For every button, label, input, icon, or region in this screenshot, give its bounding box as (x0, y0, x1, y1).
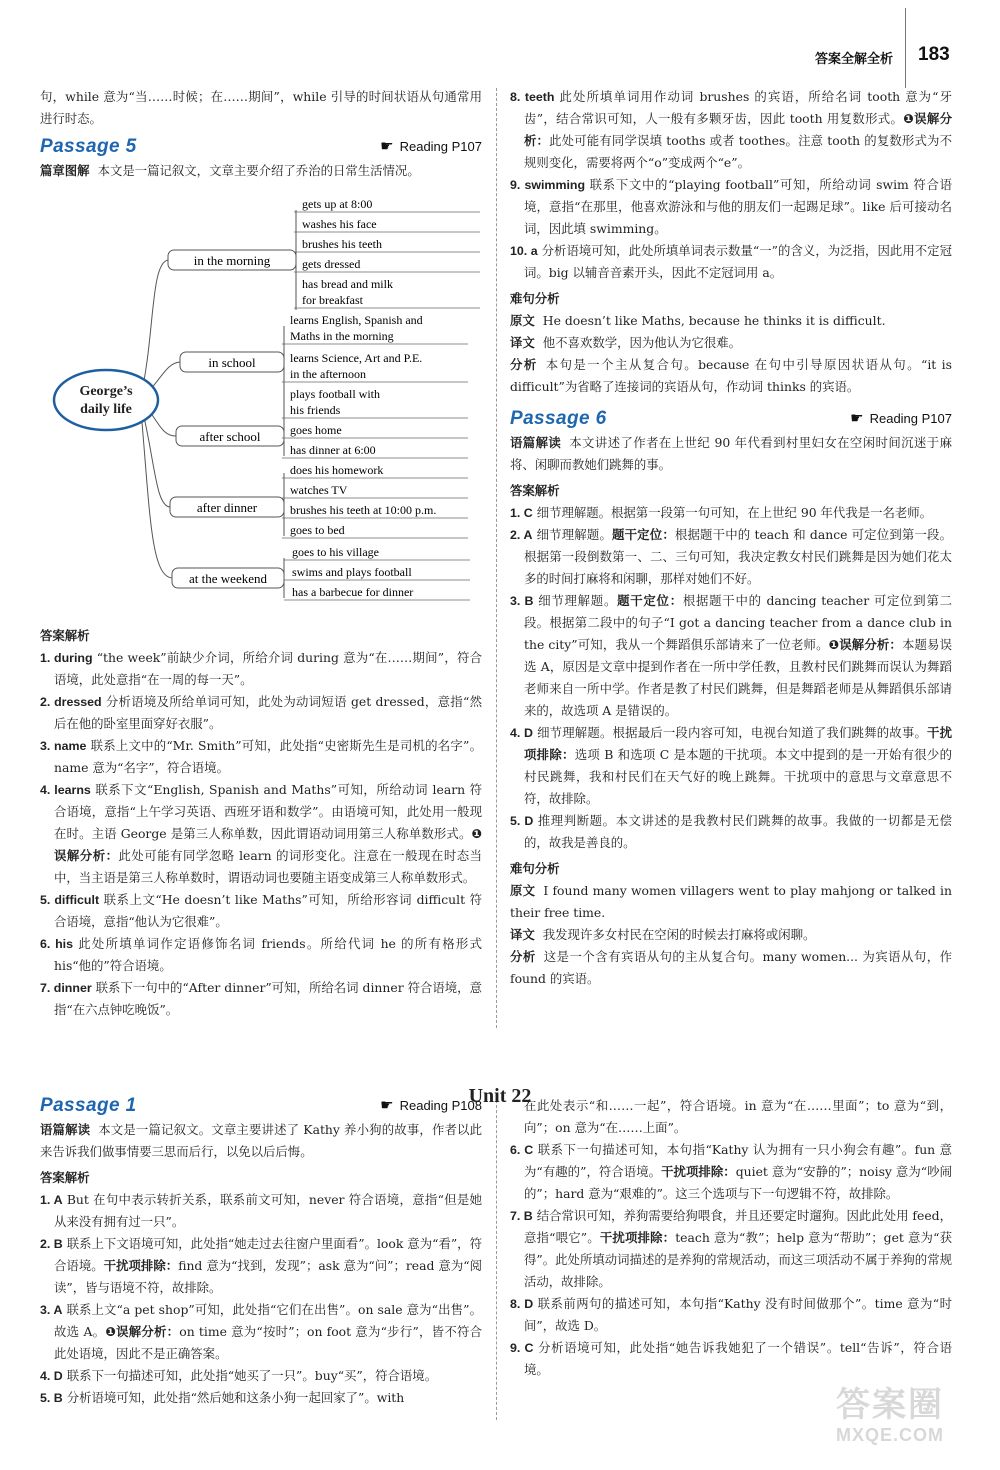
answer-mark: 题干定位： (612, 527, 675, 542)
answer-text: 联系下一句描述可知，本句指“Kathy 认为拥有一只小狗会有趣”。fun 意为“有趣的”，符合语境。 (524, 1142, 952, 1179)
leaf-label: watches TV (290, 483, 348, 497)
answer-text-2: 根据题干中的 teach 和 dance 可定位到第一段。根据第一段倒数第一、二、三句可知，我决定教女村民们跳舞是因为她们花太多的时间打麻将和闲聊，那样对她们不好。 (524, 527, 953, 586)
answer-text-2: teach 意为“教”；help 意为“帮助”；get 意为“获得”。此处所填动词描述的是养狗的常规活动，而这三项活动不属于养狗的常规活动，故排除。 (524, 1230, 953, 1289)
answer-mark: 干扰项排除： (661, 1164, 736, 1179)
p6-hard-original (510, 880, 952, 924)
answer-key: 8. D (510, 1297, 534, 1311)
answer-key: 7. B (510, 1209, 533, 1223)
column-divider-bottom (496, 1100, 497, 1420)
p6-hard-translation (510, 924, 952, 946)
leaf-label: goes to his village (292, 545, 379, 559)
answer-mark: 干扰项排除： (103, 1258, 179, 1273)
link-weekend (140, 400, 172, 578)
passage5-ref (380, 136, 482, 158)
pointing-hand-icon: ☛ (380, 138, 394, 155)
center-line1: George’s (79, 384, 133, 399)
hard-sentence-label: 难句分析 (510, 291, 560, 306)
answer-key: 10. a (510, 244, 538, 258)
leaf-label: has dinner at 6:00 (290, 443, 376, 457)
answer-key: 2. A (510, 528, 533, 542)
u22-overview (40, 1119, 482, 1163)
left-column-bottom (40, 1095, 482, 1409)
answer-item (510, 1205, 952, 1293)
answer-item (40, 1299, 482, 1365)
analysis-text: 这是一个含有宾语从句的主从复合句。many women... 为宾语从句，作 found 的宾语。 (510, 949, 953, 986)
answer-key: 7. dinner (40, 981, 92, 995)
answer-text: 联系上文“a pet shop”可知，此处指“它们在出售”。on sale 意为“出售”。故选 A。 (54, 1302, 483, 1339)
overview-label: 语篇解读 (510, 435, 562, 450)
u22-passage1-title: Passage 1 (40, 1095, 137, 1116)
p6-hard-analysis (510, 946, 952, 990)
orig-text: He doesn’t like Maths, because he thinks it is difficult. (542, 313, 886, 328)
answer-text: 分析语境可知，此处所填单词表示数量“一”的含义，为泛指，因此用不定冠词。big 以辅音音素开头，因此不定冠词用 a。 (524, 243, 952, 280)
passage6-title: Passage 6 (510, 408, 607, 429)
answer-item (510, 502, 952, 524)
header-title: 答案全解全析 (815, 52, 894, 67)
answer-item (40, 889, 482, 933)
hard-translation (510, 332, 952, 354)
branch-label: at the weekend (189, 571, 267, 586)
right-answers-list (510, 86, 952, 284)
answer-key: 6. C (510, 1143, 534, 1157)
answer-key: 3. A (40, 1303, 63, 1317)
answer-item (510, 590, 952, 722)
leaf-label: Maths in the morning (290, 329, 394, 343)
answer-text: 联系前两句的描述可知，本句指“Kathy 没有时间做那个”。time 意为“时间”，故选 D。 (524, 1296, 952, 1333)
site-watermark (800, 1385, 980, 1460)
u22-left-answers-list (40, 1189, 482, 1409)
answers-label: 答案解析 (40, 628, 90, 643)
answer-key: 2. dressed (40, 695, 102, 709)
answer-key: 9. swimming (510, 178, 586, 192)
answer-text: But 在句中表示转折关系，联系前文可知，never 符合语境，意指“但是她从来没有拥有过一只”。 (54, 1192, 482, 1229)
answer-text: 结合常识可知，养狗需要给狗喂食，并且还要定时遛狗。因此此处用 feed，意指“喂它”。 (524, 1208, 952, 1245)
unit-title: Unit 22 (468, 1085, 532, 1107)
answer-text: 分析语境可知，此处指“然后她和这条小狗一起回家了”。with (66, 1390, 405, 1405)
overview-label: 篇章图解 (40, 163, 90, 178)
answer-key: 5. difficult (40, 893, 100, 907)
leaf-label: gets up at 8:00 (302, 197, 373, 211)
branch-label: in the morning (193, 253, 271, 268)
answer-key: 4. learns (40, 783, 91, 797)
answer-key: 5. B (40, 1391, 63, 1405)
answer-mark: 干扰项排除： (599, 1230, 676, 1245)
answer-key: 1. C (510, 506, 533, 520)
answer-text: 此处所填单词用作动词 brushes 的宾语，所给名词 tooth 意为“牙齿”，结合常识可知，人一般有多颗牙齿，因此 tooth 用复数形式。 (524, 89, 952, 126)
answer-text-3: 本题易误选 A，原因是文章中提到作者在一所中学任教，且教村民们跳舞而误认为舞蹈老师来自一所中学。作者是教了村民们跳舞，但是舞蹈老师是从舞蹈俱乐部请来的，故选项 A 是错误的。 (524, 637, 952, 718)
analysis-text: 本句是一个主从复合句。because 在句中引导原因状语从句。“it is difficult”为省略了连接词的宾语从句，作动词 thinks 的宾语。 (510, 357, 953, 394)
leaf-label: brushes his teeth at 10:00 p.m. (290, 503, 437, 517)
answer-key: 2. B (40, 1237, 63, 1251)
translation-text: 我发现许多女村民在空闲的时候去打麻将或闲聊。 (542, 927, 816, 942)
answer-text-2: 选项 B 和选项 C 是本题的干扰项。本文中提到的是一开始有很少的村民跳舞，我和村民们在天气好的晚上跳舞。干扰项中的意思与文章意思不符，故排除。 (524, 747, 952, 806)
answer-key: 6. his (40, 937, 73, 951)
answer-item (510, 1139, 952, 1205)
passage5-title: Passage 5 (40, 136, 137, 157)
answer-item (40, 1189, 482, 1233)
u22-continued-text: 在此处表示“和……一起”，符合语境。in 意为“在……里面”；to 意为“到，向”；on 意为“在……上面”。 (524, 1098, 952, 1135)
leaf-label: goes home (290, 423, 342, 437)
mind-map-center-node (54, 370, 158, 430)
answer-item (40, 977, 482, 1021)
leaf-label: does his homework (290, 463, 384, 477)
overview-text: 本文是一篇记叙文。文章主要讲述了 Kathy 养小狗的故事，作者以此来告诉我们做事情要三思而后行，以免以后后悔。 (40, 1122, 483, 1159)
overview-text: 本文讲述了作者在上世纪 90 年代看到村里妇女在空闲时间沉迷于麻将、闲聊而教她们跳舞的事。 (510, 435, 952, 472)
leaf-label: has a barbecue for dinner (292, 585, 414, 599)
answer-item (40, 779, 482, 889)
orig-label: 原文 (510, 883, 536, 898)
answer-text: 细节理解题。根据第一段第一句可知，在上世纪 90 年代我是一名老师。 (536, 505, 933, 520)
orig-text: I found many women villagers went to play mahjong or talked in their free time. (510, 883, 952, 920)
answer-key: 1. A (40, 1193, 63, 1207)
answer-mark: 干扰项排除： (524, 725, 953, 762)
answer-text: 联系下文“English, Spanish and Maths”可知，所给动词 learn 符合语境，意指“上午学习英语、西班牙语和数学”。由语境可知，此处用一般现在时。主语 George 是第三人称单数，因此谓语动词用第三人称单数形式。 (54, 782, 482, 841)
passage5-header (40, 136, 482, 158)
u22-passage1-ref-text: Reading P108 (399, 1098, 482, 1113)
left-answers-list (40, 647, 482, 1021)
p6-answers-label: 答案解析 (510, 483, 560, 498)
answer-text: 此处所填单词作定语修饰名词 friends。所给代词 he 的所有格形式 his“他的”符合语境。 (54, 936, 482, 973)
u22-answers-label: 答案解析 (40, 1170, 90, 1185)
leaf-label: learns Science, Art and P.E. (290, 351, 423, 365)
answer-item (510, 722, 952, 810)
leaf-label: washes his face (302, 217, 377, 231)
answer-mark: ❶误解分析： (54, 826, 482, 863)
passage5-ref-text: Reading P107 (399, 139, 482, 154)
p6-answers-list (510, 502, 952, 854)
analysis-label: 分析 (510, 949, 536, 964)
answer-key: 9. C (510, 1341, 534, 1355)
answer-key: 1. during (40, 651, 93, 665)
leaf-label: in the afternoon (290, 367, 366, 381)
answer-text: “the week”前缺少介词，所给介词 during 意为“在……期间”，符合语境，此处意指“在一周的每一天”。 (54, 650, 482, 687)
answer-item (510, 810, 952, 854)
answer-text: 联系上文中的“Mr. Smith”可知，此处指“史密斯先生是司机的名字”。name 意为“名字”，符合语境。 (54, 738, 482, 775)
answer-text-2: quiet 意为“安静的”；noisy 意为“吵闹的”；hard 意为“艰难的”。这三个选项与下一句逻辑不符，故排除。 (524, 1164, 952, 1201)
passage6-ref-text: Reading P107 (869, 411, 952, 426)
left-column-top (40, 86, 482, 1021)
right-column-bottom (510, 1095, 952, 1381)
leaf-label: his friends (290, 403, 341, 417)
page-number: 183 (918, 44, 950, 65)
answer-text: 细节理解题。 (538, 593, 618, 608)
pointing-hand-icon: ☛ (380, 1097, 394, 1114)
leaf-label: has bread and milk (302, 277, 393, 291)
answer-text: 联系下文中的“playing football”可知，所给动词 swim 符合语境，意指“在那里，他喜欢游泳和与他的朋友们一起踢足球”。like 后可接动名词，因此填 swimming。 (524, 177, 952, 236)
answer-mark: ❶误解分析： (524, 111, 952, 148)
u22-passage1-ref (380, 1095, 482, 1117)
mind-map-svg (40, 188, 480, 608)
answer-text-2: on time 意为“按时”；on foot 意为“步行”，皆不符合此处语境，因此不是正确答案。 (54, 1324, 483, 1361)
answer-text: 联系下一句中的“After dinner”可知，所给名词 dinner 符合语境，意指“在六点钟吃晚饭”。 (54, 980, 482, 1017)
header-divider (905, 8, 906, 88)
passage6-ref (850, 408, 952, 430)
answer-item (40, 1387, 482, 1409)
answer-text-2: find 意为“找到，发现”；ask 意为“问”；read 意为“阅读”，皆与语境不符，故排除。 (54, 1258, 483, 1295)
hard-original (510, 310, 952, 332)
answer-mark: 题干定位： (617, 593, 683, 608)
answer-key: 3. B (510, 594, 534, 608)
answer-key: 4. D (510, 726, 533, 740)
answer-text: 分析语境及所给单词可知，此处为动词短语 get dressed，意指“然后在他的卧室里面穿好衣服”。 (54, 694, 482, 731)
answer-text: 联系下一句描述可知，此处指“她买了一只”。buy“买”，符合语境。 (66, 1368, 438, 1383)
u22-passage1-header (40, 1095, 482, 1117)
branch-label: after school (199, 429, 261, 444)
right-column-top (510, 86, 952, 990)
passage6-overview (510, 432, 952, 476)
leaf-label: plays football with (290, 387, 380, 401)
branch-label: in school (208, 355, 256, 370)
u22-right-answers-list (510, 1139, 952, 1381)
answer-key: 8. teeth (510, 90, 555, 104)
answer-item (40, 1365, 482, 1387)
center-line2: daily life (80, 402, 132, 417)
translation-label: 译文 (510, 927, 535, 942)
pointing-hand-icon: ☛ (850, 410, 864, 427)
answer-key: 3. name (40, 739, 87, 753)
answer-item (510, 174, 952, 240)
answer-text: 分析语境可知，此处指“她告诉我她犯了一个错误”。tell“告诉”，符合语境。 (524, 1340, 952, 1377)
answer-text-2: 此处可能有同学忽略 learn 的词形变化。注意在一般现在时态当中，当主语是第三人称单数时，谓语动词也要随主语变成第三人称单数形式。 (54, 848, 483, 885)
answer-key: 4. D (40, 1369, 63, 1383)
leaf-label: learns English, Spanish and (290, 313, 423, 327)
leaf-label: gets dressed (302, 257, 361, 271)
mind-map (40, 188, 482, 615)
answer-text-2: 根据题干中的 dancing teacher 可定位到第二段。根据第二段中的句子“I got a dancing teacher from a dance club in the city”可知，我从一个舞蹈俱乐部请来了一位老师。 (524, 593, 952, 652)
overview-text: 本文是一篇记叙文，文章主要介绍了乔治的日常生活情况。 (97, 163, 420, 178)
answer-item (510, 86, 952, 174)
answer-item (510, 240, 952, 284)
translation-text: 他不喜欢数学，因为他认为它很难。 (542, 335, 742, 350)
leaf-label: brushes his teeth (302, 237, 382, 251)
p6-hard-label: 难句分析 (510, 861, 560, 876)
analysis-label: 分析 (510, 357, 538, 372)
leaf-label: swims and plays football (292, 565, 412, 579)
answer-mark: ❶误解分析： (105, 1324, 180, 1339)
answer-item (510, 1293, 952, 1337)
answer-text: 联系上下文语境可知，此处指“她走过去往窗户里面看”。look 意为“看”，符合语境。 (54, 1236, 482, 1273)
answer-item (510, 1337, 952, 1381)
leaf-label: for breakfast (302, 293, 363, 307)
answer-item (40, 933, 482, 977)
intro-text: 句，while 意为“当……时候；在……期间”，while 引导的时间状语从句通常用进行时态。 (40, 89, 482, 126)
passage6-header (510, 408, 952, 430)
leaf-label: goes to bed (290, 523, 345, 537)
watermark-line1: 答案圈 (836, 1386, 944, 1424)
answer-text: 联系上文“He doesn’t like Maths”可知，所给形容词 difficult 符合语境，意指“他认为它很难”。 (54, 892, 482, 929)
answer-item (40, 1233, 482, 1299)
translation-label: 译文 (510, 335, 535, 350)
watermark-line2: MXQE.COM (835, 1425, 944, 1445)
hard-analysis (510, 354, 952, 398)
passage5-overview (40, 160, 482, 182)
answer-text: 细节理解题。根据最后一段内容可知，电视台知道了我们跳舞的故事。 (537, 725, 928, 740)
overview-label: 语篇解读 (40, 1122, 91, 1137)
answer-item (40, 647, 482, 691)
answer-item (40, 735, 482, 779)
answer-text-2: 此处可能有同学误填 tooths 或者 toothes。注意 tooth 的复数形式为不规则变化，需要将两个“o”变成两个“e”。 (524, 133, 952, 170)
orig-label: 原文 (510, 313, 535, 328)
answer-item (40, 691, 482, 735)
column-divider-top (496, 88, 497, 1028)
answer-mark-2: ❶误解分析： (828, 637, 902, 652)
answer-key: 5. D (510, 814, 534, 828)
answer-text: 推理判断题。本文讲述的是我教村民们跳舞的故事。我做的一切都是无偿的，故我是善良的。 (524, 813, 952, 850)
answer-text: 细节理解题。 (536, 527, 613, 542)
branch-label: after dinner (196, 500, 258, 515)
answer-item (510, 524, 952, 590)
